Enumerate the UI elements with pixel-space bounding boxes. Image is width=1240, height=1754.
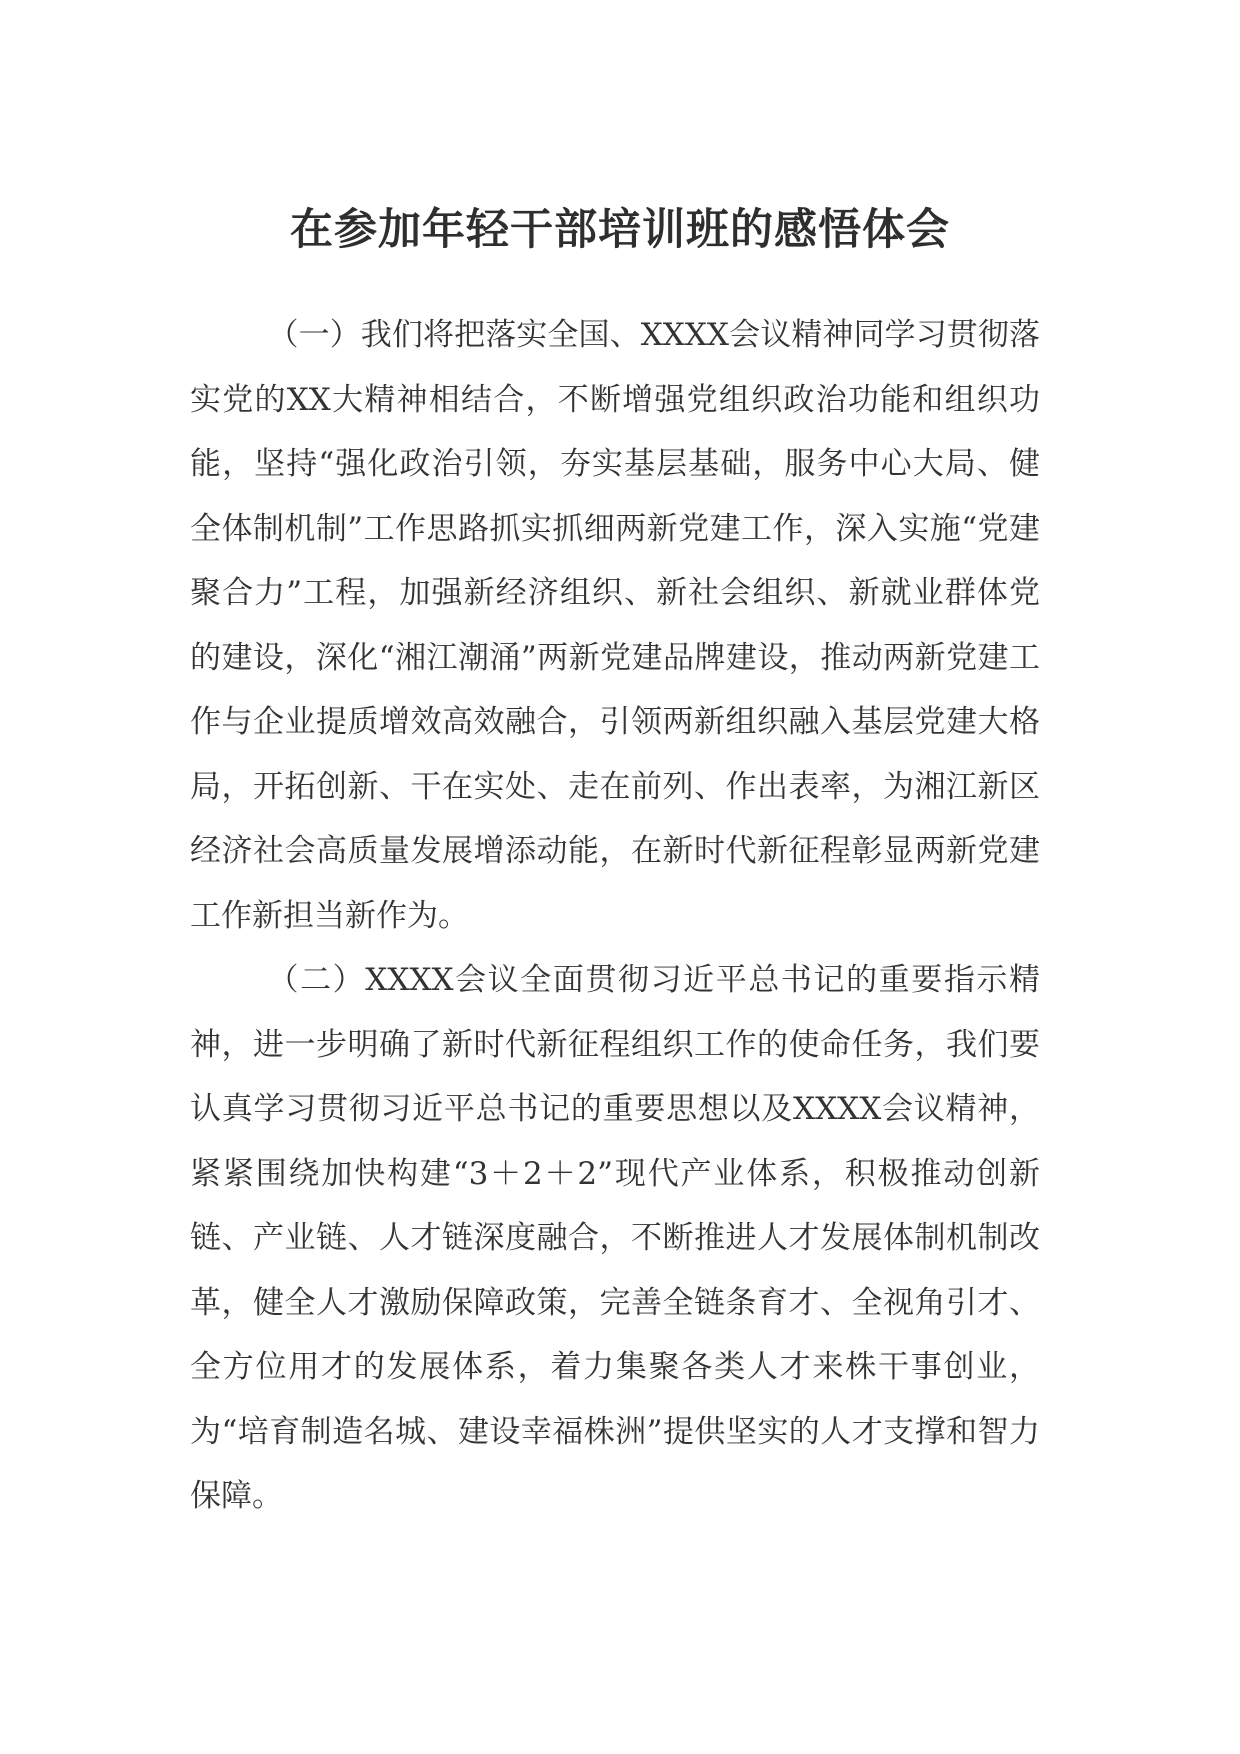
paragraph-2: （二）XXXX会议全面贯彻习近平总书记的重要指示精神，进一步明确了新时代新征程组织工作的使命任务，我们要认真学习贯彻习近平总书记的重要思想以及XXXX会议精神，紧紧围绕加快构建“3＋2＋2”现代产业体系，积极推动创新链、产业链、人才链深度融合，不断推进人才发展体制机制改革，健全人才激励保障政策，完善全链条育才、全视角引才、全方位用才的发展体系，着力集聚各类人才来株干事创业，为“培育制造名城、建设幸福株洲”提供坚实的人才支撑和智力保障。 [190,962,1040,1514]
document-title: 在参加年轻干部培训班的感悟体会 [290,205,950,255]
paragraph-1: （一）我们将把落实全国、XXXX会议精神同学习贯彻落实党的XX大精神相结合，不断增强党组织政治功能和组织功能，坚持“强化政治引领，夯实基层基础，服务中心大局、健全体制机制”工作思路抓实抓细两新党建工作，深入实施“党建聚合力”工程，加强新经济组织、新社会组织、新就业群体党的建设，深化“湘江潮涌”两新党建品牌建设，推动两新党建工作与企业提质增效高效融合，引领两新组织融入基层党建大格局，开拓创新、干在实处、走在前列、作出表率，为湘江新区经济社会高质量发展增添动能，在新时代新征程彰显两新党建工作新担当新作为。 [190,317,1040,934]
document-body [190,303,1040,1529]
